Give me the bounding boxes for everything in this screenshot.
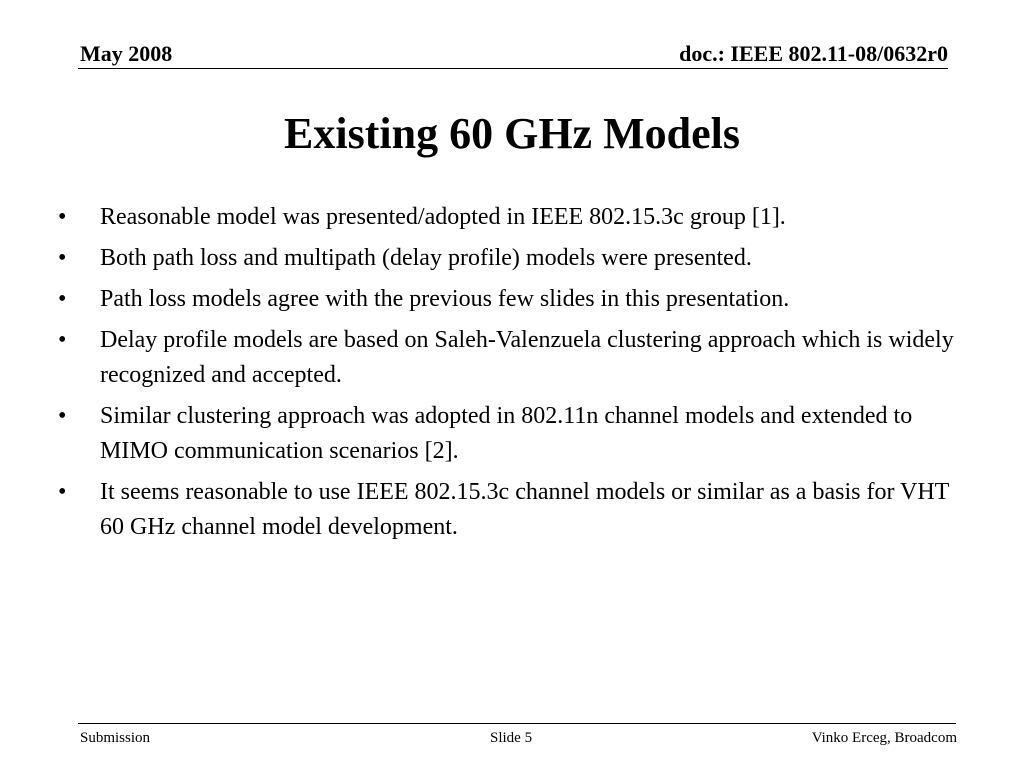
bullet-text: Path loss models agree with the previous few slides in this presentation. xyxy=(100,286,790,312)
bullet-icon: • xyxy=(58,204,67,230)
bullet-icon: • xyxy=(58,403,67,429)
bullet-icon: • xyxy=(58,479,67,505)
slide-title: Existing 60 GHz Models xyxy=(284,109,740,158)
bullet-item xyxy=(58,475,958,545)
bullet-icon: • xyxy=(58,286,67,312)
bullet-text: Reasonable model was presented/adopted in IEEE 802.15.3c group [1]. xyxy=(100,204,786,230)
footer-slide-number: Slide 5 xyxy=(490,730,533,746)
footer-submission: Submission xyxy=(80,730,151,746)
bullet-list xyxy=(58,200,958,551)
bullet-text: Both path loss and multipath (delay profile) models were presented. xyxy=(100,245,752,271)
header-date: May 2008 xyxy=(80,41,173,66)
bullet-item xyxy=(58,200,958,235)
bullet-icon: • xyxy=(58,327,67,353)
header-doc-id: doc.: IEEE 802.11-08/0632r0 xyxy=(679,41,948,66)
bullet-text: It seems reasonable to use IEEE 802.15.3c channel models or similar as a basis for VHT 60 GHz channel model development. xyxy=(100,479,949,540)
footer-divider xyxy=(78,723,956,724)
bullet-text: Similar clustering approach was adopted in 802.11n channel models and extended to MIMO communication scenarios [2]. xyxy=(100,403,913,464)
bullet-icon: • xyxy=(58,245,67,271)
bullet-item xyxy=(58,323,958,393)
bullet-item xyxy=(58,282,958,317)
footer-author: Vinko Erceg, Broadcom xyxy=(811,730,957,746)
bullet-item xyxy=(58,241,958,276)
bullet-item xyxy=(58,399,958,469)
header-divider xyxy=(78,68,948,69)
bullet-text: Delay profile models are based on Saleh-Valenzuela clustering approach which is widely recognized and accepted. xyxy=(100,327,954,388)
